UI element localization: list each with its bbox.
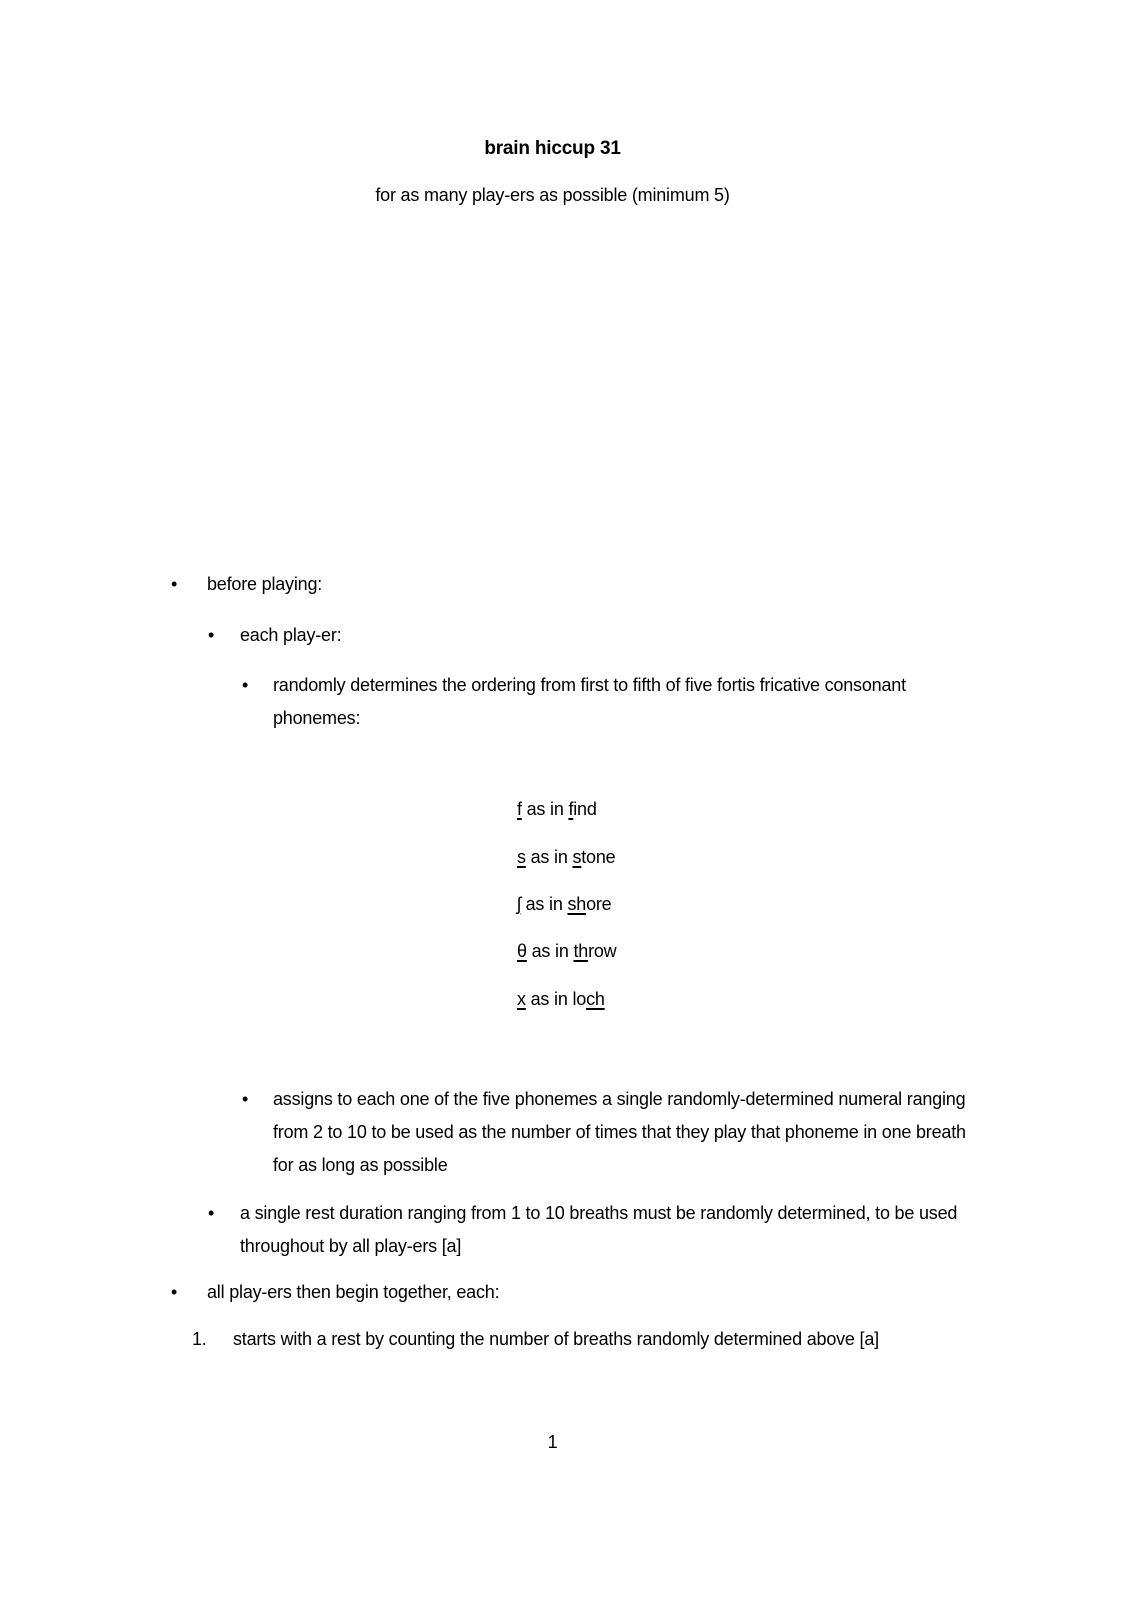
list-item-before-playing bbox=[0, 568, 1131, 601]
phoneme-example-esh: ʃ as in shore bbox=[517, 894, 612, 914]
list-item-text: randomly determines the ordering from first to fifth of five fortis fricative consonant phonemes: bbox=[273, 675, 906, 728]
document-subtitle: for as many play-ers as possible (minimum 5) bbox=[375, 185, 730, 205]
bullet-icon: • bbox=[208, 625, 215, 645]
list-item-randomly-determines bbox=[0, 669, 1131, 735]
bullet-icon: • bbox=[242, 1089, 249, 1109]
list-item-each-player bbox=[0, 619, 1131, 652]
bullet-icon: • bbox=[171, 1282, 178, 1302]
phoneme-example-theta: θ as in throw bbox=[517, 941, 617, 961]
bullet-icon: • bbox=[171, 574, 178, 594]
page-number: 1 bbox=[547, 1432, 558, 1452]
list-item-text: each play-er: bbox=[240, 625, 342, 645]
list-item-text: assigns to each one of the five phonemes a single randomly-determined numeral ranging from 2 to 10 to be used as the number of times that they play that phoneme in one breath for as long as possible bbox=[273, 1089, 966, 1175]
phoneme-symbol: x bbox=[517, 989, 526, 1009]
list-number-marker: 1. bbox=[192, 1329, 207, 1349]
list-item-text: before playing: bbox=[207, 574, 323, 594]
underlined-letters: th bbox=[573, 941, 589, 961]
phoneme-symbol: ʃ bbox=[517, 894, 521, 914]
list-item-single-rest bbox=[0, 1197, 1131, 1263]
list-item-text: all play-ers then begin together, each: bbox=[207, 1282, 500, 1302]
list-item-text: a single rest duration ranging from 1 to 10 breaths must be randomly determined, to be used throughout by all play-ers [a] bbox=[240, 1203, 958, 1256]
phoneme-example-s: s as in stone bbox=[517, 847, 616, 867]
phoneme-symbol: f bbox=[517, 799, 522, 819]
phoneme-example-f: f as in find bbox=[517, 799, 597, 819]
underlined-letters: ch bbox=[586, 989, 605, 1009]
list-item-step-1 bbox=[0, 1323, 1131, 1356]
bullet-icon: • bbox=[208, 1203, 215, 1223]
phoneme-example-x: x as in loch bbox=[517, 989, 605, 1009]
list-item-all-players-begin bbox=[0, 1276, 1131, 1309]
underlined-letters: sh bbox=[567, 894, 587, 914]
list-item-assigns-numeral bbox=[0, 1083, 1131, 1182]
underlined-letters: f bbox=[568, 799, 574, 819]
bullet-icon: • bbox=[242, 675, 249, 695]
phoneme-symbol: θ bbox=[517, 941, 527, 961]
underlined-letters: s bbox=[572, 847, 582, 867]
document-title: brain hiccup 31 bbox=[484, 138, 621, 159]
phoneme-symbol: s bbox=[517, 847, 526, 867]
list-item-text: starts with a rest by counting the number of breaths randomly determined above [a] bbox=[233, 1329, 879, 1349]
